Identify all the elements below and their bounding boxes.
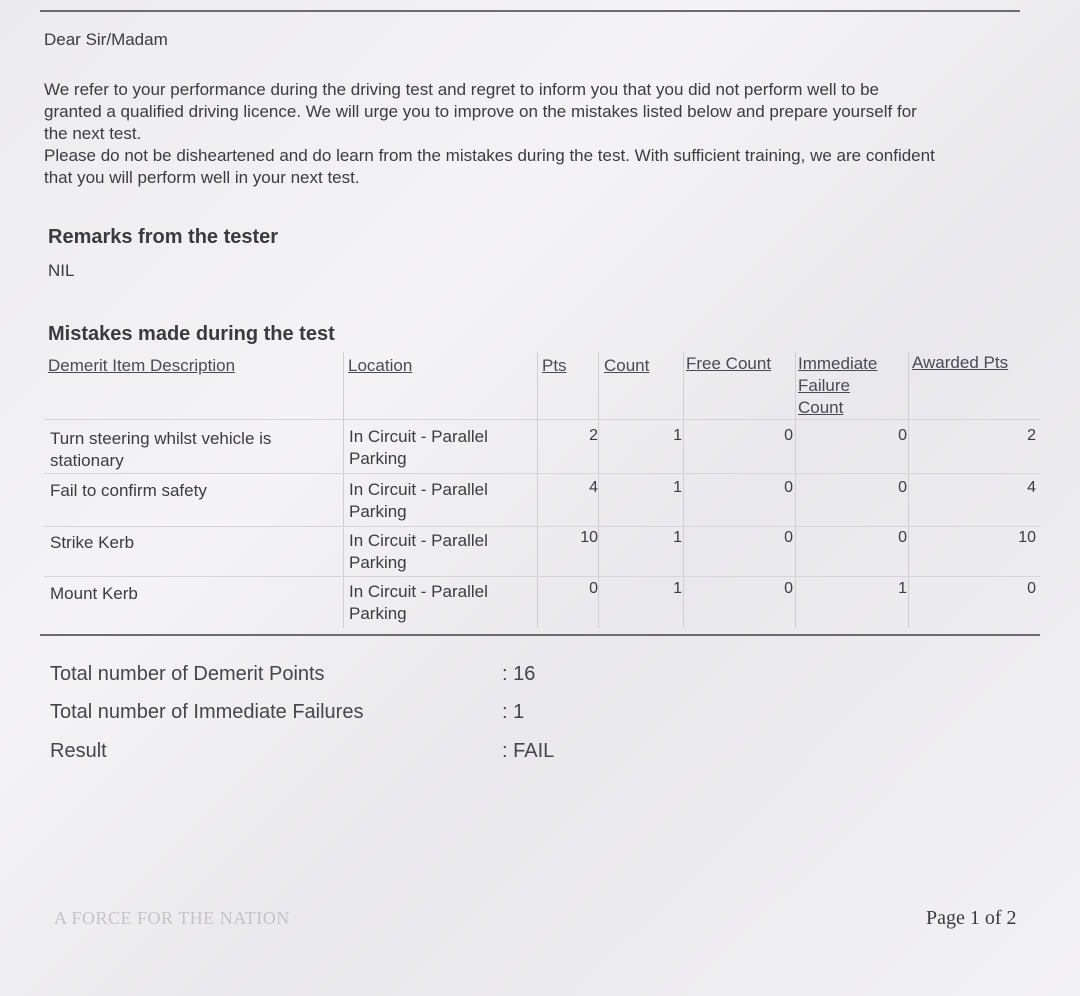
- paragraph-1-line: the next test.: [44, 124, 142, 143]
- table-cell-free-count: 0: [784, 479, 793, 496]
- total-demerit-value: : 16: [502, 663, 536, 685]
- location-line: Parking: [349, 553, 407, 572]
- table-column-divider: [683, 352, 684, 628]
- table-row-location: [349, 426, 488, 470]
- table-cell-free-count: 0: [784, 580, 793, 597]
- table-cell-pts: 0: [589, 580, 598, 597]
- remarks-heading: Remarks from the tester: [48, 226, 279, 248]
- table-cell-count: 1: [673, 529, 682, 546]
- table-cell-free-count: 0: [784, 427, 793, 444]
- table-row-divider: [44, 526, 1040, 527]
- table-cell-free-count: 0: [784, 529, 793, 546]
- location-line: In Circuit - Parallel: [349, 427, 488, 446]
- table-cell-count: 1: [673, 580, 682, 597]
- column-header-awarded-pts: Awarded Pts: [912, 353, 1009, 372]
- table-cell-immediate-failure: 0: [898, 479, 907, 496]
- table-row-divider: [44, 419, 1040, 420]
- location-line: Parking: [349, 502, 407, 521]
- location-line: In Circuit - Parallel: [349, 531, 488, 550]
- total-demerit-label: Total number of Demerit Points: [50, 663, 325, 685]
- location-line: Parking: [349, 604, 407, 623]
- column-header-free-count: Free Count: [686, 354, 772, 373]
- table-row-description: [50, 428, 271, 472]
- description-line: Strike Kerb: [50, 533, 135, 552]
- table-row-divider: [44, 473, 1040, 474]
- table-row-description: [50, 583, 138, 605]
- table-row-description: [50, 532, 134, 554]
- table-cell-pts: 10: [580, 529, 598, 546]
- immediate-failure-header-line: Immediate: [798, 354, 878, 373]
- top-rule: [40, 10, 1020, 12]
- description-line: Mount Kerb: [50, 584, 138, 603]
- column-header-description: Demerit Item Description: [48, 356, 236, 375]
- table-cell-immediate-failure: 1: [898, 580, 907, 597]
- column-header-count: Count: [604, 356, 650, 375]
- paragraph-1-line: granted a qualified driving licence. We will urge you to improve on the mistakes listed below and prepare yourself for: [44, 102, 917, 121]
- table-column-divider: [343, 352, 344, 628]
- table-cell-pts: 4: [589, 479, 598, 496]
- letter-paragraph-2: [44, 145, 1034, 189]
- table-cell-immediate-failure: 0: [898, 427, 907, 444]
- table-column-divider: [908, 352, 909, 628]
- paragraph-2-line: Please do not be disheartened and do learn from the mistakes during the test. With sufficient training, we are confident: [44, 146, 935, 165]
- location-line: In Circuit - Parallel: [349, 480, 488, 499]
- column-header-pts: Pts: [542, 356, 567, 375]
- salutation: Dear Sir/Madam: [44, 30, 168, 49]
- total-immediate-value: : 1: [502, 701, 525, 723]
- mistakes-heading: Mistakes made during the test: [48, 323, 335, 345]
- table-cell-immediate-failure: 0: [898, 529, 907, 546]
- table-column-divider: [537, 352, 538, 628]
- table-cell-awarded-pts: 2: [1027, 427, 1036, 444]
- table-cell-count: 1: [673, 479, 682, 496]
- footer-motto: A FORCE FOR THE NATION: [54, 908, 290, 928]
- column-header-location: Location: [348, 356, 413, 375]
- result-value: : FAIL: [502, 740, 555, 762]
- remarks-value: NIL: [48, 261, 75, 280]
- table-row-location: [349, 581, 488, 625]
- table-cell-pts: 2: [589, 427, 598, 444]
- result-label: Result: [50, 740, 107, 762]
- table-cell-awarded-pts: 4: [1027, 479, 1036, 496]
- table-cell-count: 1: [673, 427, 682, 444]
- table-bottom-rule: [40, 634, 1040, 636]
- immediate-failure-header-line: Count: [798, 398, 844, 417]
- location-line: Parking: [349, 449, 407, 468]
- table-cell-awarded-pts: 0: [1027, 580, 1036, 597]
- description-line: stationary: [50, 451, 124, 470]
- description-line: Turn steering whilst vehicle is: [50, 429, 272, 448]
- immediate-failure-header-line: Failure: [798, 376, 850, 395]
- table-row-location: [349, 479, 488, 523]
- column-header-immediate-failure-count: [798, 353, 877, 419]
- table-row-divider: [44, 576, 1040, 577]
- letter-paragraph-1: [44, 79, 1034, 145]
- total-immediate-label: Total number of Immediate Failures: [50, 701, 364, 723]
- location-line: In Circuit - Parallel: [349, 582, 488, 601]
- table-row-location: [349, 530, 488, 574]
- description-line: Fail to confirm safety: [50, 481, 207, 500]
- table-cell-awarded-pts: 10: [1018, 529, 1036, 546]
- page-number: Page 1 of 2: [926, 907, 1017, 929]
- table-column-divider: [598, 352, 599, 628]
- table-row-description: [50, 480, 207, 502]
- paragraph-1-line: We refer to your performance during the driving test and regret to inform you that you did not perform well to be: [44, 80, 880, 99]
- table-column-divider: [795, 352, 796, 628]
- paragraph-2-line: that you will perform well in your next test.: [44, 168, 360, 187]
